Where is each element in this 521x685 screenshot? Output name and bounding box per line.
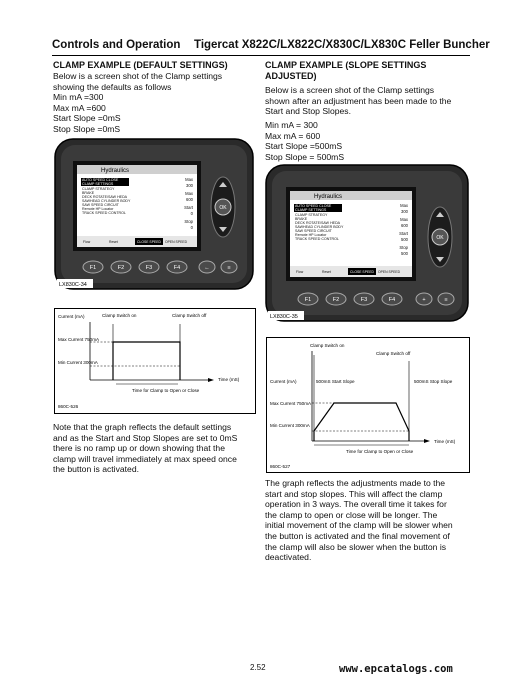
svg-text:0: 0 bbox=[190, 225, 193, 230]
svg-text:0: 0 bbox=[190, 211, 193, 216]
left-heading: CLAMP EXAMPLE (DEFAULT SETTINGS) bbox=[53, 60, 228, 70]
min-current-label: Min Current 300mA bbox=[270, 423, 310, 428]
menu-item: CLAMP SETTINGS bbox=[295, 208, 327, 212]
right-intro: Below is a screen shot of the Clamp settings shown after an adjustment has been made to the Start and Stop Slopes. bbox=[265, 85, 452, 117]
watermark: www.epcatalogs.com bbox=[339, 663, 453, 675]
graph-ylabel: Current (mA) bbox=[58, 314, 85, 319]
svg-text:F2: F2 bbox=[332, 297, 340, 303]
menu-item: SAW SPEED CIRCUIT bbox=[82, 203, 119, 207]
graph-adjusted bbox=[266, 337, 470, 473]
graph-caption: 860C-527 bbox=[270, 464, 291, 469]
time-open-close-label: Time for Clamp to Open or Close bbox=[132, 388, 200, 393]
menu-item: SAW SPEED CIRCUIT bbox=[295, 229, 332, 233]
svg-text:Stop: Stop bbox=[184, 219, 193, 224]
left-intro: Below is a screen shot of the Clamp settings showing the defaults as follows bbox=[53, 71, 223, 92]
svg-text:Max: Max bbox=[185, 191, 193, 196]
softkey-label: OPEN SPEED bbox=[378, 270, 401, 274]
switch-on-label: Clamp Switch on bbox=[310, 343, 345, 348]
svg-text:F2: F2 bbox=[117, 265, 125, 271]
menu-item: AUTO SPEED CLOSE bbox=[82, 178, 119, 182]
menu-item: CLAMP SETTINGS bbox=[82, 182, 114, 186]
display-unit-default bbox=[53, 137, 255, 291]
max-current-label: Max Current 750mA bbox=[58, 337, 100, 342]
start-slope-label: 500mS Start Slope bbox=[316, 379, 355, 384]
screen-caption: LX830C-34 bbox=[59, 282, 87, 288]
graph-ylabel: Current (mA) bbox=[270, 379, 297, 384]
svg-text:Max: Max bbox=[400, 217, 408, 222]
left-outro: Note that the graph reflects the default settings and as the Start and Stop Slopes are set to 0mS there is no ramp up or down showing that the clamp will travel immediately at max speed once the button is activated. bbox=[53, 422, 238, 475]
switch-off-label: Clamp Switch off bbox=[376, 351, 411, 356]
menu-item: TRACK SPEED CONTROL bbox=[295, 237, 339, 241]
svg-text:OK: OK bbox=[219, 205, 227, 211]
graph-caption: 860C-526 bbox=[58, 404, 79, 409]
right-heading: CLAMP EXAMPLE (SLOPE SETTINGS ADJUSTED) bbox=[265, 60, 427, 81]
menu-item: SAWHEAD CYLINDER BODY bbox=[82, 199, 131, 203]
screen-title: Hydraulics bbox=[314, 194, 343, 200]
switch-on-label: Clamp Switch on bbox=[102, 313, 137, 318]
time-open-close-label: Time for Clamp to Open or Close bbox=[346, 449, 414, 454]
switch-off-label: Clamp Switch off bbox=[172, 313, 207, 318]
menu-item: CLAMP STRATEGY bbox=[82, 187, 115, 191]
time-axis-label: Time (mS) bbox=[218, 377, 240, 382]
softkey-label: CLOSE SPEED bbox=[350, 270, 374, 274]
menu-item: BRAKE bbox=[82, 191, 95, 195]
right-values: Min mA = 300 Max mA = 600 Start Slope =500mS Stop Slope = 500mS bbox=[265, 120, 345, 162]
softkey-label: CLOSE SPEED bbox=[137, 240, 161, 244]
svg-text:F1: F1 bbox=[304, 297, 312, 303]
time-axis-label: Time (mS) bbox=[434, 439, 456, 444]
svg-text:600: 600 bbox=[186, 197, 193, 202]
max-current-label: Max Current 750mA bbox=[270, 401, 312, 406]
svg-text:Max: Max bbox=[400, 203, 408, 208]
svg-text:F3: F3 bbox=[360, 297, 368, 303]
model-title: Tigercat X822C/LX822C/X830C/LX830C Feller Buncher bbox=[194, 39, 490, 51]
svg-text:F4: F4 bbox=[388, 297, 396, 303]
back-arrow-icon: ← bbox=[204, 265, 210, 271]
svg-text:500: 500 bbox=[401, 237, 408, 242]
svg-text:Start: Start bbox=[399, 231, 408, 236]
menu-item: DECK ROTATE/SAW HEDA bbox=[295, 221, 341, 225]
svg-text:F4: F4 bbox=[173, 265, 181, 271]
page-number: 2.52 bbox=[250, 663, 266, 672]
menu-item: SAWHEAD CYLINDER BODY bbox=[295, 225, 344, 229]
stop-slope-label: 500mS Stop Slope bbox=[414, 379, 453, 384]
menu-icon: ≡ bbox=[444, 297, 448, 303]
screen-caption: LX830C-35 bbox=[270, 314, 298, 320]
display-unit-adjusted bbox=[264, 163, 470, 323]
svg-text:OK: OK bbox=[436, 235, 444, 241]
softkey-label: Flow bbox=[296, 270, 304, 274]
menu-item: TRACK SPEED CONTROL bbox=[82, 211, 126, 215]
graph-default bbox=[54, 308, 256, 414]
menu-item: DECK ROTATE/SAW HEDA bbox=[82, 195, 128, 199]
plus-icon: + bbox=[422, 297, 426, 303]
menu-item: BRAKE bbox=[295, 217, 308, 221]
menu-item: AUTO SPEED CLOSE bbox=[295, 204, 332, 208]
menu-item: CLAMP STRATEGY bbox=[295, 213, 328, 217]
svg-text:Start: Start bbox=[184, 205, 193, 210]
menu-icon: ≡ bbox=[227, 265, 231, 271]
screen-title: Hydraulics bbox=[101, 168, 130, 174]
softkey-label: Flow bbox=[83, 240, 91, 244]
svg-text:500: 500 bbox=[401, 251, 408, 256]
softkey-label: Reset bbox=[322, 270, 331, 274]
svg-text:600: 600 bbox=[401, 223, 408, 228]
right-outro: The graph reflects the adjustments made to the start and stop slopes. This will affect the clamp operation in 3 ways. The overall time it takes for the clamp to open or close will be longer. The initial movement of the clamp will be slower when the button is activated and the final movement of the clamp will also be slower when the button is deactivated. bbox=[265, 478, 453, 563]
svg-text:300: 300 bbox=[401, 209, 408, 214]
section-title: Controls and Operation bbox=[52, 39, 181, 51]
svg-text:Max: Max bbox=[185, 177, 193, 182]
menu-item: Remote HP Locator bbox=[295, 233, 327, 237]
svg-text:F3: F3 bbox=[145, 265, 153, 271]
svg-text:300: 300 bbox=[186, 183, 193, 188]
softkey-label: OPEN SPEED bbox=[165, 240, 188, 244]
svg-text:F1: F1 bbox=[89, 265, 97, 271]
min-current-label: Min Current 300mA bbox=[58, 360, 98, 365]
svg-text:Stop: Stop bbox=[399, 245, 408, 250]
menu-item: Remote HP Locator bbox=[82, 207, 114, 211]
left-values: Min mA =300 Max mA =600 Start Slope =0mS Stop Slope =0mS bbox=[53, 92, 121, 134]
header-rule bbox=[52, 55, 470, 56]
softkey-label: Reset bbox=[109, 240, 118, 244]
